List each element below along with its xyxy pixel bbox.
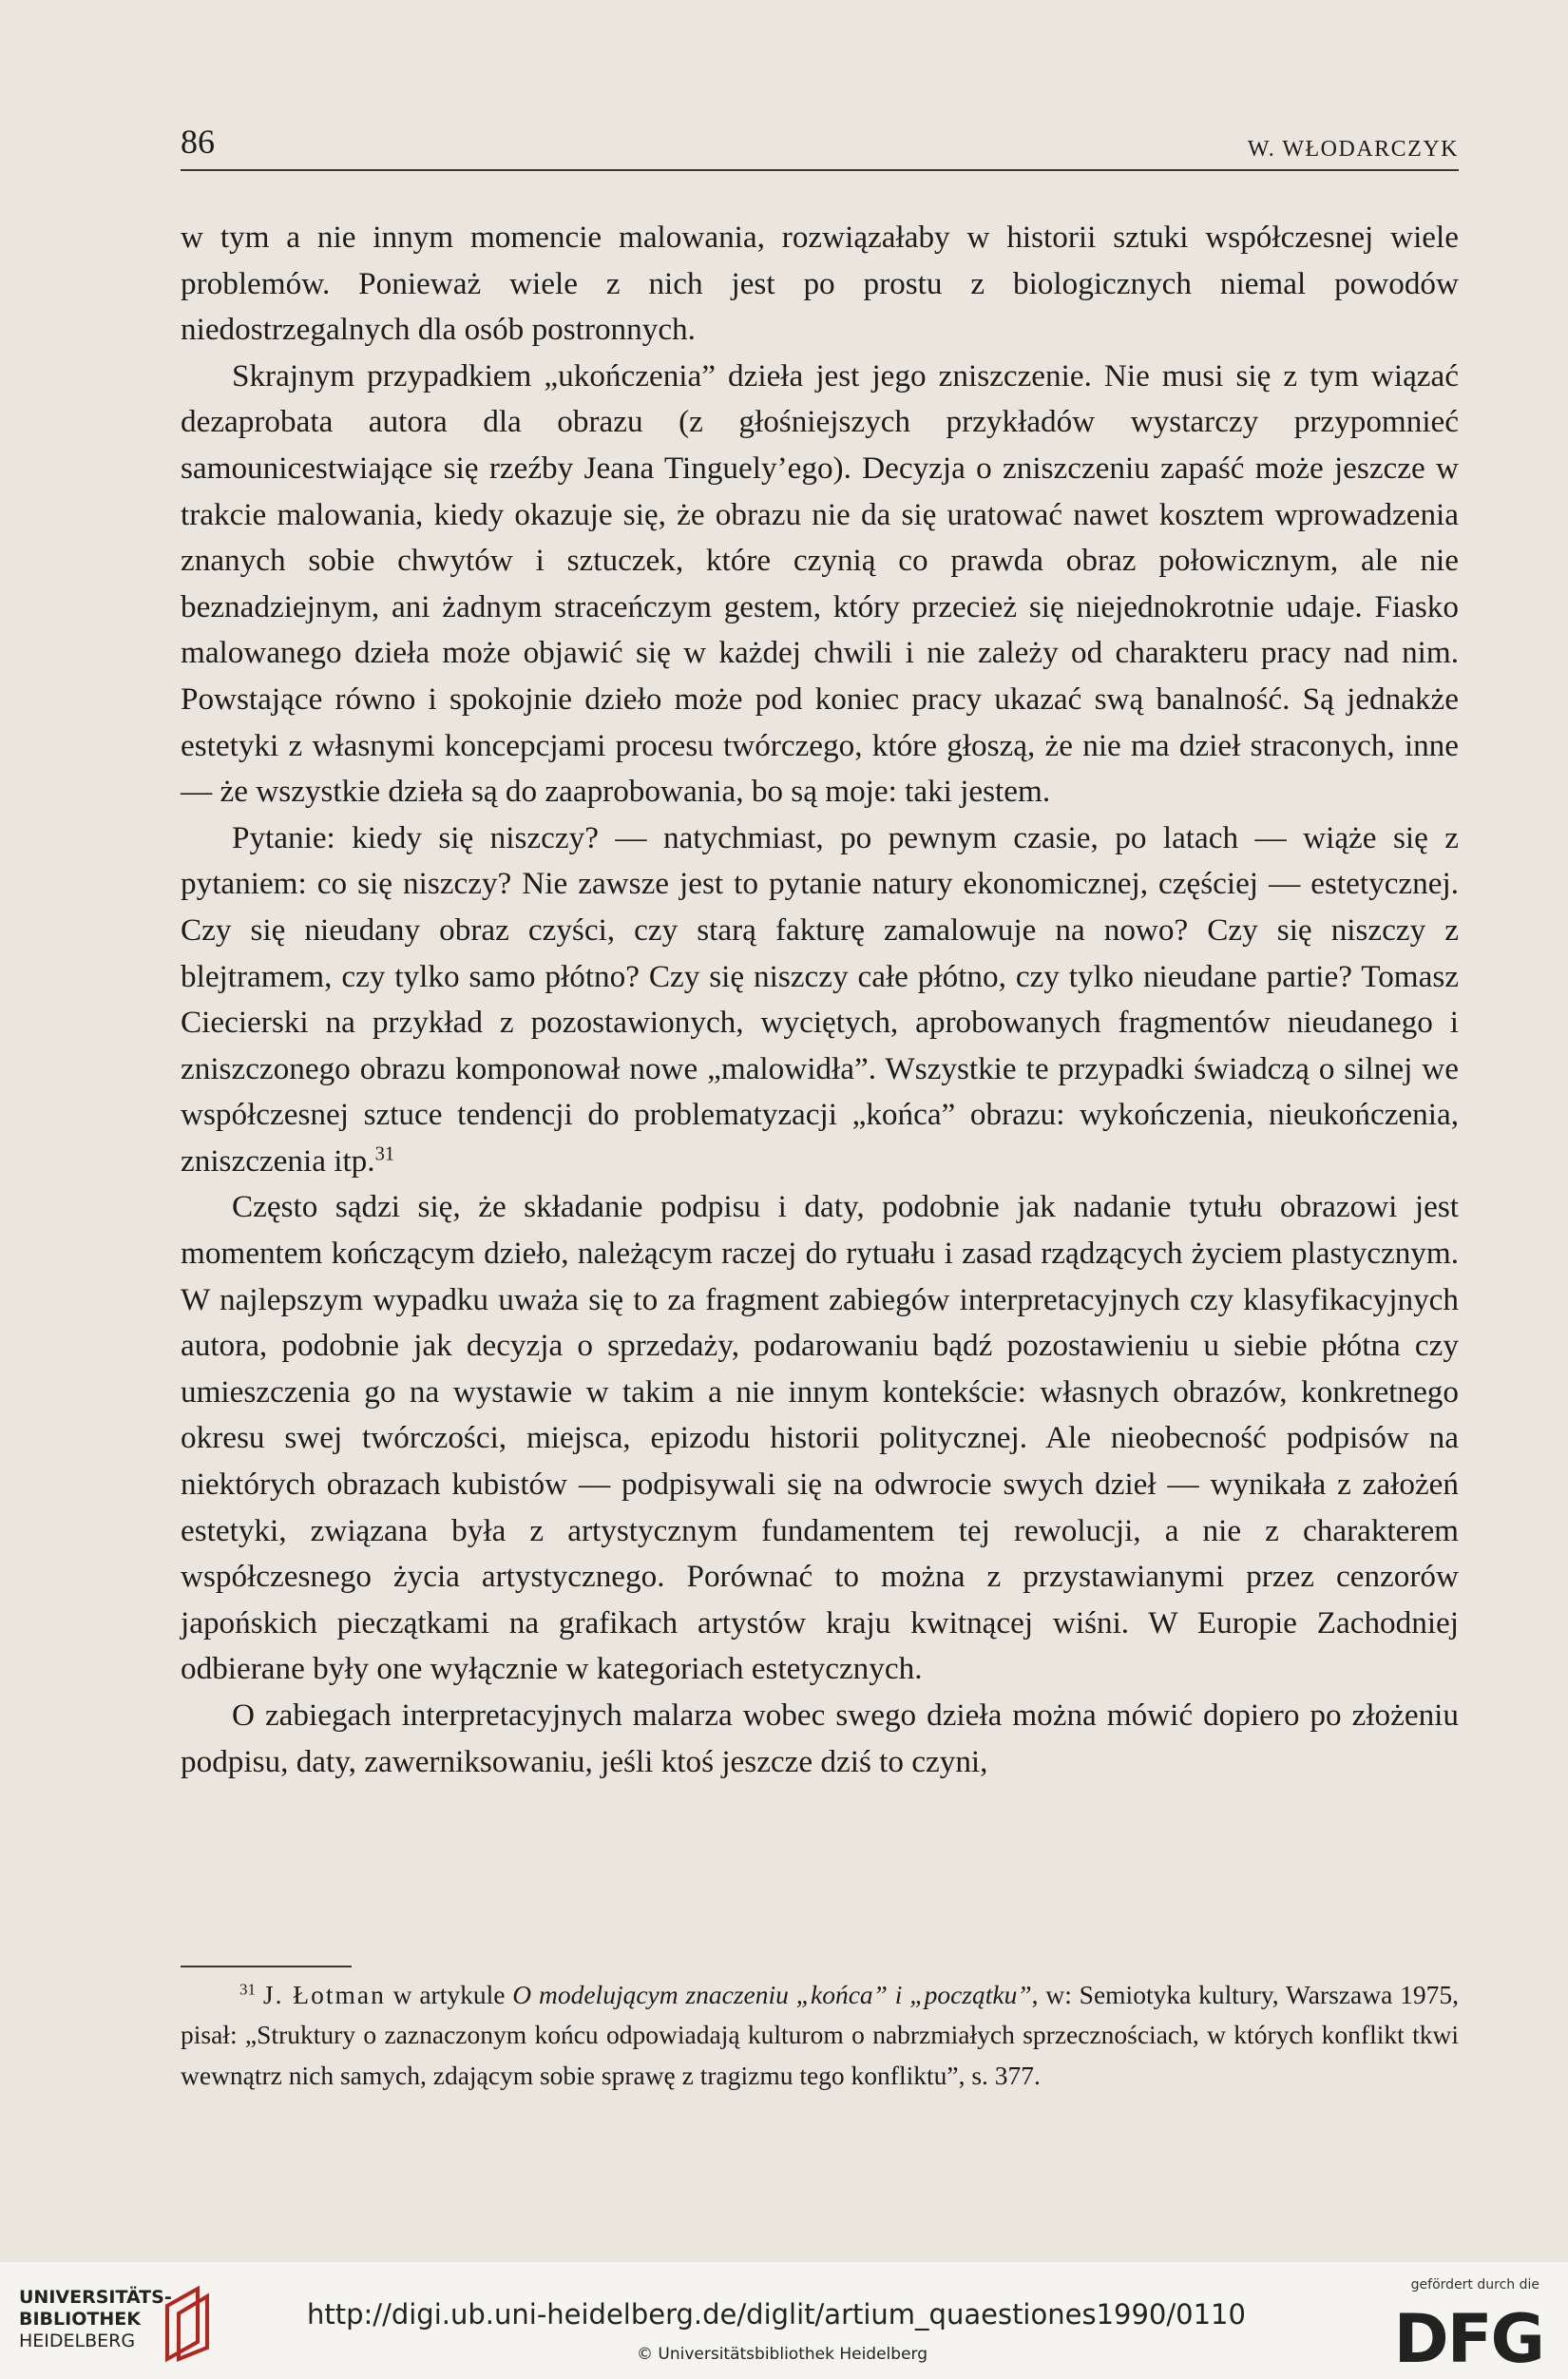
- permalink-url[interactable]: http://digi.ub.uni-heidelberg.de/diglit/artium_quaestiones1990/0110: [307, 2298, 1246, 2331]
- footnote-text: [181, 1975, 1459, 2096]
- footnote-text-before-title: w artykule: [385, 1980, 513, 2009]
- page-number: 86: [181, 123, 215, 161]
- footnote-author: J. Łotman: [262, 1980, 386, 2009]
- paragraph: w tym a nie innym momencie malowania, rozwiązałaby w historii sztuki współczesnej wiele problemów. Ponieważ wiele z nich jest po prostu z biologicznych niemal powodów niedostrzegalnych dla osób postronnych.: [181, 220, 1459, 348]
- footnote: [181, 1975, 1459, 2096]
- funded-by-label: gefördert durch die: [1410, 2277, 1539, 2293]
- body-text: [181, 215, 1459, 1785]
- paragraph: Skrajnym przypadkiem „ukończenia” dzieła jest jego zniszczenie. Nie musi się z tym wiązać dezaprobata autora dla obrazu (z głośniejszych przykładów wystarczy przypomnieć samounicestwiające się rzeźby Jeana Tinguely’ego). Decyzja o zniszczeniu zapaść może jeszcze w trakcie malowania, kiedy okazuje się, że obrazu nie da się uratować nawet kosztem wprowadzenia znanych sobie chwytów i sztuczek, które czynią co prawda obraz połowicznym, ale nie beznadziejnym, ani żadnym straceńczym gestem, który przecież się niejednokrotnie udaje. Fiasko malowanego dzieła może objawić się w każdej chwili i nie zależy od charakteru pracy nad nim. Powstające równo i spokojnie dzieło może pod koniec pracy ukazać swą banalność. Są jednakże estetyki z własnymi koncepcjami procesu twórczego, które głoszą, że nie ma dzieł straconych, inne — że wszystkie dzieła są do zaaprobowania, bo są moje: taki jestem.: [181, 357, 1459, 810]
- dfg-logo[interactable]: DFG: [1393, 2300, 1543, 2378]
- footnote-divider: [181, 1966, 352, 1967]
- footnote-text-after-title: , w: Semiotyka kultury, Warszawa 1975, pisał: „Struktury o zaznaczonym końcu odpowiadają kulturom o nabrzmiałych sprzecznościach, w których konflikt tkwi wewnątrz nich samych, zdającym sobie sprawę z tragizmu tego konfliktu”, s. 377.: [181, 1980, 1459, 2090]
- paragraph: [181, 815, 1459, 1185]
- footnote-number: 31: [239, 1980, 257, 1999]
- paragraph: O zabiegach interpretacyjnych malarza wobec swego dzieła można mówić dopiero po złożeniu podpisu, daty, zawerniksowaniu, jeśli ktoś jeszcze dziś to czyni,: [181, 1698, 1459, 1779]
- footer-bar: [0, 2262, 1568, 2379]
- copyright-notice: © Universitätsbibliothek Heidelberg: [637, 2345, 928, 2364]
- running-head-author: W. WŁODARCZYK: [1247, 137, 1459, 162]
- paragraph-text: Pytanie: kiedy się niszczy? — natychmiast, po pewnym czasie, po latach — wiąże się z pytaniem: co się niszczy? Nie zawsze jest to pytanie natury ekonomicznej, częściej — estetycznej. Czy się nieudany obraz czyści, czy starą fakturę zamalowuje na nowo? Czy się niszczy z blejtramem, czy tylko samo płótno? Czy się niszczy całe płótno, czy tylko nieudane partie? Tomasz Ciecierski na przykład z pozostawionych, wyciętych, aprobowanych fragmentów nieudanego i zniszczonego obrazu komponował nowe „malowidła”. Wszystkie te przypadki świadczą o silnej we współczesnej sztuce tendencji do problematyzacji „końca” obrazu: wykończenia, nieukończenia, zniszczenia itp.: [181, 819, 1459, 1179]
- library-logo-text[interactable]: [19, 2287, 172, 2352]
- running-head: [181, 122, 1459, 171]
- footnote-title: O modelującym znaczeniu „końca” i „początku”: [512, 1980, 1032, 2009]
- paragraph: Często sądzi się, że składanie podpisu i daty, podobnie jak nadanie tytułu obrazowi jest momentem kończącym dzieło, należącym raczej do rytuału i zasad rządzących życiem plastycznym. W najlepszym wypadku uważa się to za fragment zabiegów interpretacyjnych czy klasyfikacyjnych autora, podobnie jak decyzja o sprzedaży, podarowaniu bądź pozostawieniu u siebie płótna czy umieszczenia go na wystawie w takim a nie innym kontekście: własnych obrazów, konkretnego okresu swej twórczości, miejsca, epizodu historii politycznej. Ale nieobecność podpisów na niektórych obrazach kubistów — podpisywali się na odwrocie swych dzieł — wynikała z założeń estetyki, związana była z artystycznym fundamentem tej rewolucji, a nie z charakterem współczesnego życia artystycznego. Porównać to można z przystawianymi przez cenzorów japońskich pieczątkami na grafikach artystów kraju kwitnącej wiśni. W Europie Zachodniej odbierane były one wyłącznie w kategoriach estetycznych.: [181, 1189, 1459, 1687]
- library-logo-icon[interactable]: [160, 2285, 217, 2363]
- library-name-line: UNIVERSITÄTS-: [19, 2287, 172, 2308]
- library-name-line: HEIDELBERG: [19, 2331, 136, 2351]
- library-name-line: BIBLIOTHEK: [19, 2309, 141, 2330]
- footnote-reference[interactable]: 31: [374, 1143, 395, 1165]
